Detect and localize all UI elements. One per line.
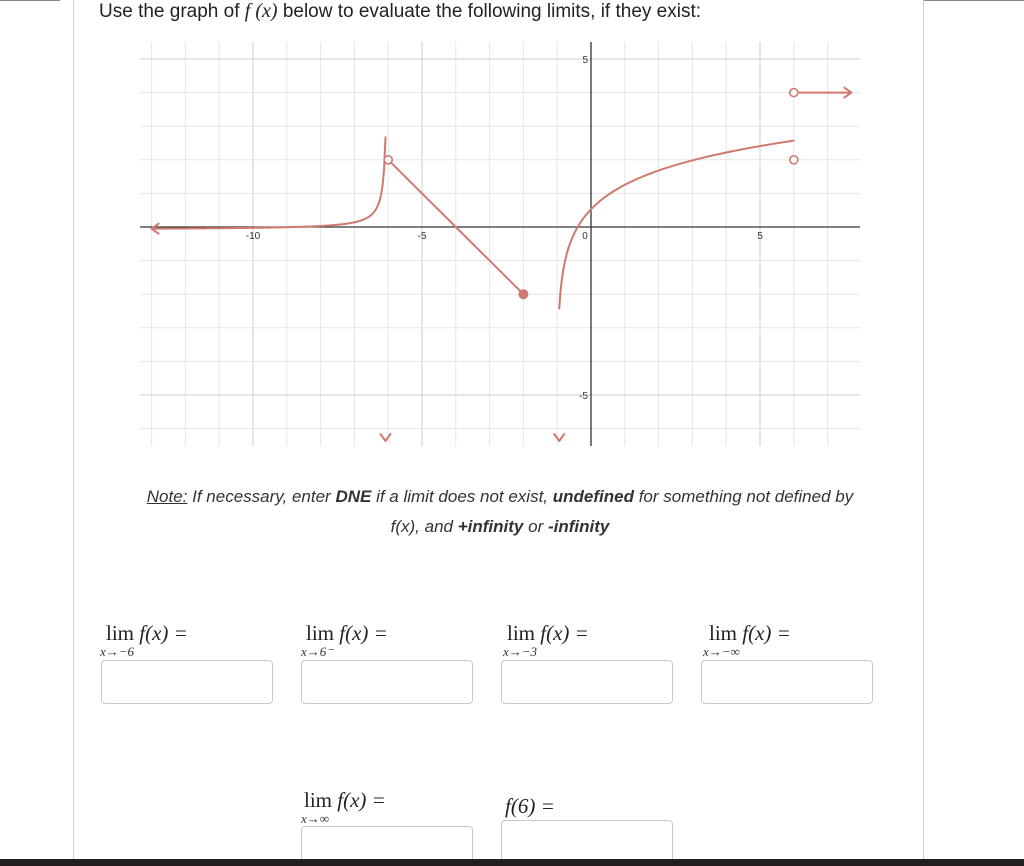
answer-input-2[interactable] (301, 660, 473, 704)
x-tick-label: -5 (417, 231, 427, 242)
question-text (99, 0, 701, 23)
lim-word: lim (106, 621, 135, 645)
open-point-ray-start (790, 89, 798, 97)
function-graph (138, 40, 862, 448)
limit-subscript: x→−3 (503, 644, 538, 659)
limit-subscript: x→6⁻ (301, 644, 334, 659)
bottom-bar (0, 859, 1024, 866)
lim-word: lim (306, 621, 335, 645)
limit-function: f(x) = (339, 621, 388, 645)
limit-question-4 (703, 621, 791, 659)
note-undefined: undefined (552, 487, 634, 506)
down-arrow-left (380, 434, 390, 441)
limit-question-1 (100, 621, 188, 659)
top-divider-left (0, 0, 60, 1)
note-text-4: f(x), and (390, 517, 458, 536)
question-function: f (x) (244, 0, 278, 22)
question-suffix: below to evaluate the following limits, if they exist: (282, 1, 702, 22)
graph-grid (140, 42, 860, 446)
limit-function: f(x) = (139, 621, 188, 645)
x-tick-label: -10 (245, 231, 261, 242)
graph-axes (140, 42, 860, 446)
note-dne: DNE (335, 487, 372, 506)
x-tick-label: 0 (582, 231, 588, 242)
limit-subscript: x→∞ (301, 811, 330, 826)
y-tick-label: 5 (582, 55, 588, 66)
limit-function: f(x) = (540, 621, 589, 645)
limit-subscript: x→−∞ (703, 644, 740, 659)
limit-function: f(x) = (337, 788, 386, 812)
graph-curves (152, 88, 852, 441)
limit-question-2 (301, 621, 388, 659)
right-branch-curve (559, 141, 794, 309)
limit-question-3 (503, 621, 589, 659)
left-branch-curve (152, 137, 386, 228)
answer-input-4[interactable] (701, 660, 873, 704)
answer-input-3[interactable] (501, 660, 673, 704)
note-text (100, 482, 900, 542)
f6-expression: f(6) = (505, 794, 555, 818)
graph-tick-labels (246, 55, 763, 402)
top-divider-right (923, 0, 1024, 1)
note-neg-infinity: -infinity (547, 517, 610, 536)
note-text-3: for something not defined by (633, 487, 854, 506)
note-text-1: If necessary, enter (187, 487, 336, 506)
lim-word: lim (507, 621, 536, 645)
limit-subscript: x→−6 (100, 644, 135, 659)
note-text-2: if a limit does not exist, (371, 487, 553, 506)
answer-input-1[interactable] (101, 660, 273, 704)
limit-question-5 (301, 788, 386, 826)
open-point-curve-end (790, 156, 798, 164)
f6-label (505, 794, 555, 819)
lim-word: lim (709, 621, 738, 645)
x-tick-label: 5 (757, 231, 763, 242)
limit-function: f(x) = (742, 621, 791, 645)
open-point-start-segment (384, 156, 392, 164)
note-text-5: or (523, 517, 548, 536)
y-tick-label: -5 (579, 391, 588, 402)
closed-point-end-segment (519, 290, 528, 299)
note-pos-infinity: +infinity (457, 517, 524, 536)
question-prefix: Use the graph of (99, 1, 240, 22)
note-label: Note: (146, 487, 188, 506)
down-arrow-right (554, 434, 564, 441)
lim-word: lim (304, 788, 333, 812)
